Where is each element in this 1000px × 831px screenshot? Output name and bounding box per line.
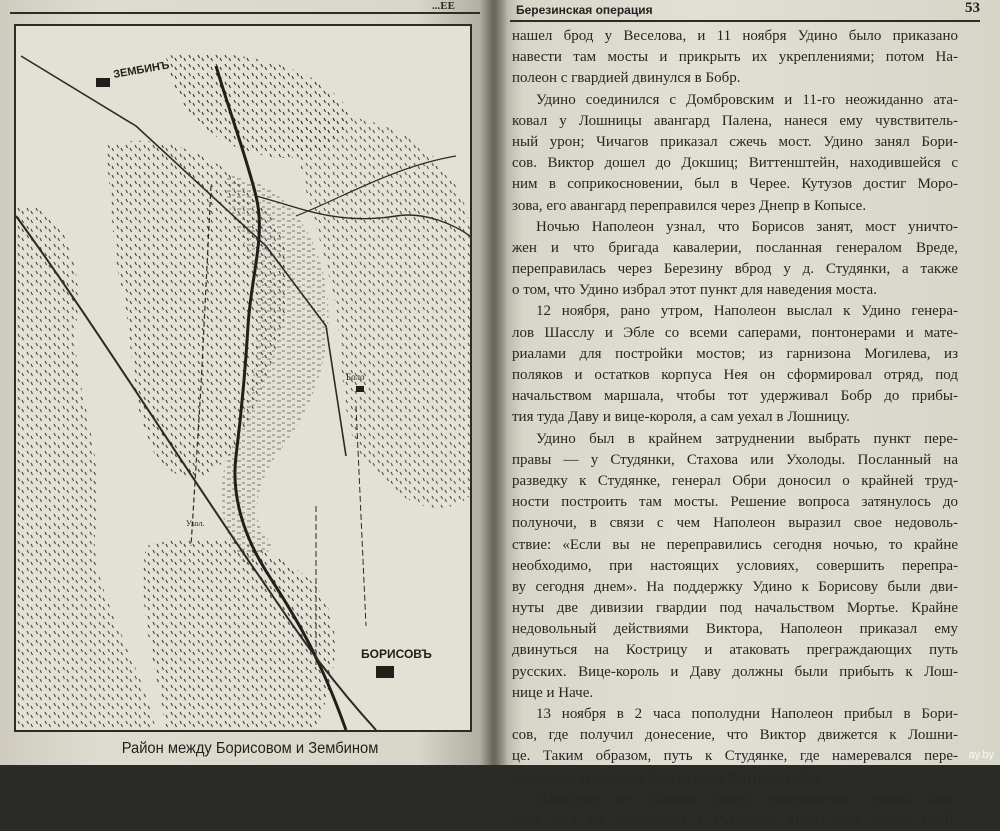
text-line: нашел брод у Веселова, и 11 ноября Удино было приказано — [512, 28, 958, 44]
text-line: ним в соприкосновении, был в Черее. Кутузов достиг Моро- — [512, 176, 958, 193]
text-line: сов, где получил донесение, что Виктор движется к Лошни- — [512, 727, 958, 744]
map-label-zembin: ЗЕМБИНЪ — [112, 59, 171, 81]
text-line: Удино соединился с Домбровским и 11-го неожиданно ата- — [536, 91, 958, 108]
text-line: 13 ноября в 2 часа пополудни Наполеон прибыл в Бори- — [536, 706, 958, 722]
settlement-borisov — [376, 666, 394, 678]
text-line: ности построить там мосты. Решение вопроса затянулось до — [512, 494, 958, 511]
text-line: Удино был в крайнем затруднении выбрать пункт перe- — [536, 430, 958, 447]
text-line: правиться Наполеон, был открыт Витгенштейну. — [512, 769, 824, 786]
map-label-borisov: БОРИСОВЪ — [361, 647, 432, 661]
text-line: ный урон; Чичагов приказал сжечь мост. Удино занял Бори- — [512, 133, 958, 150]
text-line: о том, что Удино избрал этот пункт для наведения моста. — [512, 282, 877, 299]
text-line: двинуться на Кострицу и атаковать преграждающих путь — [512, 642, 958, 659]
text-line: навести там мосты и прикрыть их укреплениями; потом На- — [512, 49, 958, 66]
text-line: це. Таким образом, путь к Студянке, где намеревался пере- — [512, 748, 958, 765]
text-line: ковал у Лошницы авангард Палена, нанеся ему чувствитель- — [512, 112, 958, 129]
text-line: ствие: «Если вы не переправились сегодня ночью, то крайне — [512, 536, 958, 553]
left-running-head-fragment: ...ЕЕ — [432, 0, 455, 12]
text-line: полеон с гвардией двинулся в Бобр. — [512, 70, 741, 87]
text-line: сов. Виктор дошел до Докшиц; Виттенштейн, находившейся с — [512, 155, 958, 172]
page-number: 53 — [965, 0, 980, 16]
text-line: полуночи, в связи с чем Наполеон выразил свое недоволь- — [512, 515, 958, 532]
text-line: необходимо, при настоящих условиях, совершить перепра- — [512, 557, 958, 574]
forest-area-south — [143, 538, 335, 730]
right-header-rule — [510, 20, 980, 22]
historical-map — [14, 24, 472, 732]
map-label-bolo: Боло — [346, 372, 365, 382]
text-line: разведку к Студянке, генерал Обри доносил о крайней труд- — [512, 472, 958, 489]
map-drawing — [16, 26, 470, 730]
map-label-ukholody: Ухол. — [186, 519, 205, 528]
text-line: Наполеон, не скрывая своего раздражения, просил Вик- — [536, 790, 958, 807]
text-line: поляков и остатков корпуса Нея он сформировал отряд, под — [512, 367, 958, 383]
book-gutter — [480, 0, 508, 765]
text-line: русских. Вице-король и Даву должны были прибыть к Лош- — [512, 663, 958, 680]
text-line: тия туда Даву и вице-короля, а сам уехал в Лошницу. — [512, 409, 850, 426]
text-line: ву сегодня днем». На поддержку Удино к Борисову были дви- — [512, 578, 958, 595]
text-line: зова, его авангард переправился через Днепр в Копысе. — [512, 197, 867, 214]
left-header-rule — [10, 12, 480, 14]
body-text — [512, 26, 958, 831]
right-page-header — [510, 0, 980, 22]
watermark: ay.by — [968, 749, 994, 761]
running-head: Березинская операция — [516, 3, 653, 17]
text-line: Ночью Наполеон узнал, что Борисов занят, мост уничто- — [536, 218, 958, 235]
text-line: начальством маршала, чтобы тот удерживал Бобр до прибы- — [512, 388, 958, 405]
text-line: переправилась через Березину вброд у д. Студянки, а также — [512, 261, 958, 278]
text-line: нуты две дивизии гвардии под начальством Мортье. Крайне — [512, 600, 958, 617]
text-line: тора хотя бы удержаться у Ратутичи, чтобы дать армии прой- — [512, 811, 958, 828]
settlement-zembin — [96, 78, 110, 87]
text-line: правы — у Студянки, Стахова или Ухолоды. Посланный на — [512, 451, 958, 468]
text-line: 12 ноября, рано утром, Наполеон выслал к Удино генера- — [536, 303, 958, 320]
text-line: жен и что бригада кавалерии, посланная генералом Вреде, — [512, 239, 958, 256]
map-caption: Район между Борисовом и Зембином — [121, 740, 379, 757]
text-line: лов Шасслу и Эбле со всеми саперами, понтонерами и мате- — [512, 324, 958, 341]
text-line: нице и Наче. — [512, 684, 594, 701]
text-line: риалами для постройки мостов; из гарнизона Могилева, из — [512, 345, 958, 362]
text-line: недовольный действиями Виктора, Наполеон приказал ему — [512, 621, 958, 638]
settlement-bolo — [356, 386, 364, 392]
